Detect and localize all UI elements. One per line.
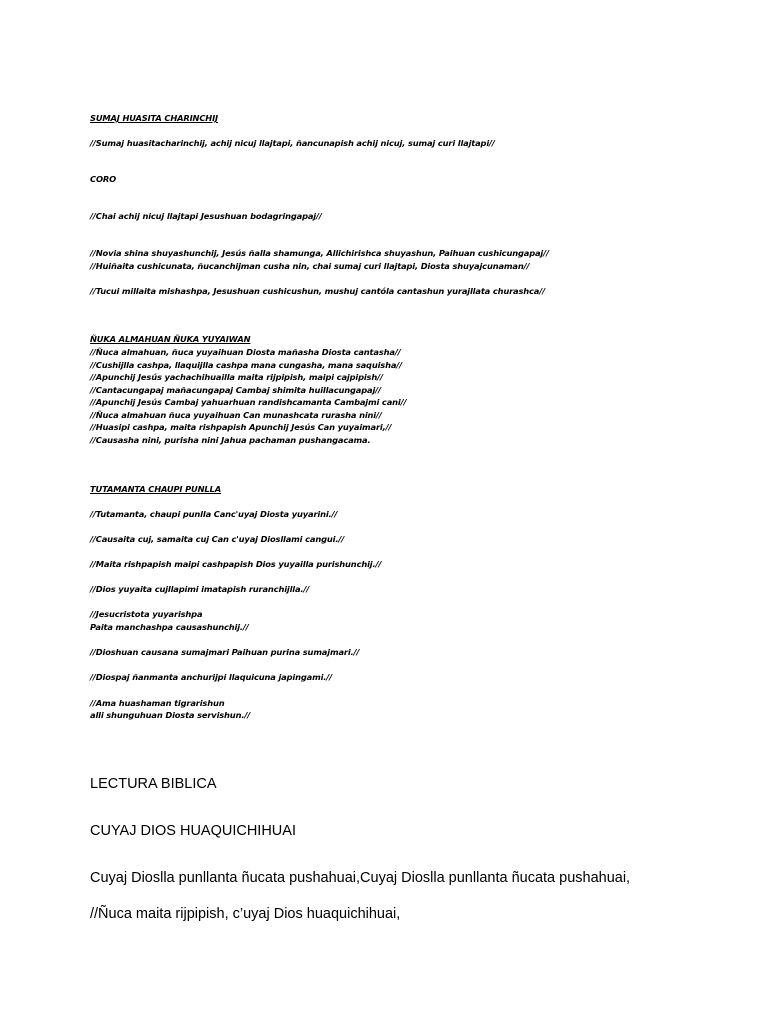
song-line: //Diospaj ñanmanta anchurijpi llaquicuna japingami.// (90, 672, 333, 682)
song-line: //Tucui millaita mishashpa, Jesushuan cushicushun, mushuj cantóla cantashun yurajllata churashca// (90, 286, 546, 296)
song-line: //Huasipi cashpa, maita rishpapish Apunchij Jesús Can yuyaimari,// (90, 422, 392, 432)
song-line: //Huiñaita cushicunata, ñucanchijman cusha nin, chai sumaj curi llajtapi, Diosta shuyajcunaman// (90, 261, 530, 271)
song-line: alli shunguhuan Diosta servishun.// (90, 710, 251, 720)
song-line: //Maita rishpapish maipi cashpapish Dios yuyailla purishunchij.// (90, 559, 382, 569)
song-line: //Apunchij Jesús yachachihuailla maita rijpipish, maipi cajpipish// (90, 372, 383, 382)
song-title: ÑUKA ALMAHUAN ÑUKA YUYAIWAN (90, 334, 251, 344)
song-line: //Ama huashaman tigrarishun (90, 698, 225, 708)
song-line: //Ñuca almahuan, ñuca yuyaihuan Diosta mañasha Diosta cantasha// (90, 347, 401, 357)
song-line: //Apunchij Jesús Cambaj yahuarhuan randishcamanta Cambajmi cani// (90, 397, 407, 407)
song-line: //Novia shina shuyashunchij, Jesús ñalla shamunga, Allichirishca shuyashun, Paihuan cushicungapaj// (90, 248, 549, 258)
song-title: SUMAJ HUASITA CHARINCHIJ (90, 113, 218, 123)
song-line: //Causasha nini, purisha nini Jahua pachaman pushangacama. (90, 434, 371, 445)
song-line: Paita manchashpa causashunchij.// (90, 622, 249, 632)
coro-label: CORO (90, 174, 116, 184)
song-line: //Sumaj huasitacharinchij, achij nicuj llajtapi, ñancunapish achij nicuj, sumaj curi llajtapi// (90, 138, 495, 148)
song-line: //Chai achij nicuj llajtapi Jesushuan bodagringapaj// (90, 211, 322, 221)
song-line: //Tutamanta, chaupi punlla Canc'uyaj Diosta yuyarini.// (90, 509, 338, 519)
song-title: TUTAMANTA CHAUPI PUNLLA (90, 484, 221, 494)
song-line: //Jesucristota yuyarishpa (90, 609, 203, 619)
song-line: //Dioshuan causana sumajmari Paihuan purina sumajmari.// (90, 647, 360, 657)
song-line: //Cantacungapaj mañacungapaj Cambaj shimita huillacungapaj// (90, 384, 381, 395)
section-heading: LECTURA BIBLICA (90, 776, 217, 792)
song-line: //Ñuca almahuan ñuca yuyaihuan Can munashcata rurasha nini// (90, 409, 382, 420)
song-line: //Ñuca maita rijpipish, c’uyaj Dios huaquichihuai, (90, 906, 401, 922)
song-line: //Cushijlla cashpa, llaquijlla cashpa mana cungasha, mana saquisha// (90, 359, 403, 370)
song-line: //Dios yuyaita cujllapimi imatapish ruranchijlla.// (90, 584, 310, 594)
song-line: Cuyaj Dioslla punllanta ñucata pushahuai,Cuyaj Dioslla punllanta ñucata pushahuai, (90, 870, 631, 886)
song-line: //Causaita cuj, samaita cuj Can c'uyaj Diosllami cangui.// (90, 534, 345, 544)
song-title: CUYAJ DIOS HUAQUICHIHUAI (90, 823, 296, 839)
